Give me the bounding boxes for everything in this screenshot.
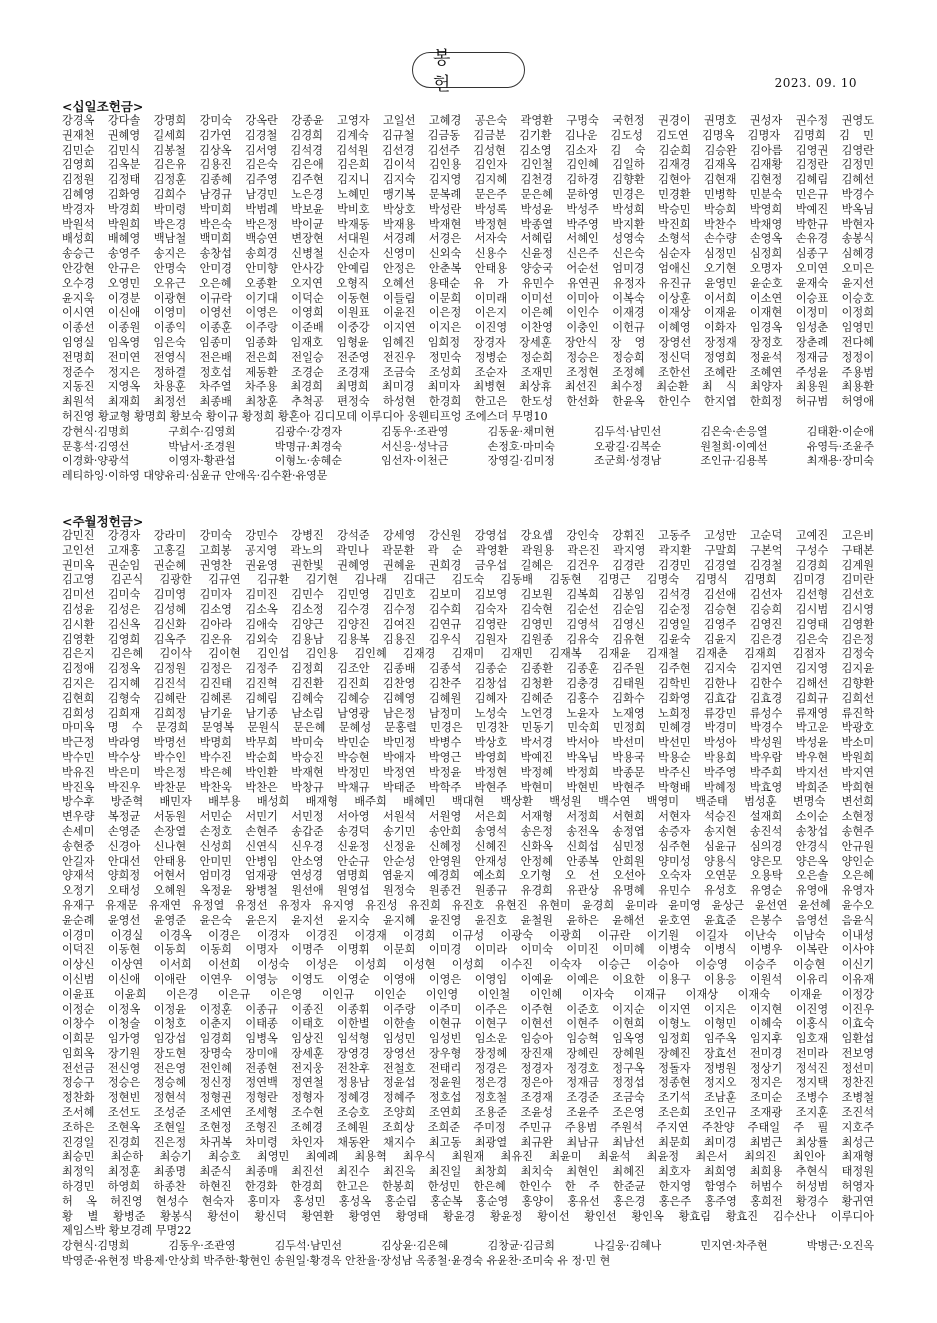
donor-line: 박영준·유현정 박용제·안상희 박주한·황현인 송원일·황경옥 안찬율·장성남 옥종철·윤경숙 유윤찬·조미숙 유 정·민 현 (62, 1254, 611, 1268)
donor-line: 이경화·양광석 이영자·황관섭 이형노·송혜순 임선자·이천근 장영길·김미정 조군희·성경남 조인규·김용복 최재용·장미숙 (62, 454, 874, 468)
name-line: 김고영 김곤식 김광한 김규연 김규환 김기현 김나래 김대근 김도숙 김동배 김동현 김명근 김명숙 김명식 김명희 김미경 김미란 (62, 573, 874, 587)
name-line: 권재천 권혜영 길세희 김가연 김경철 김경희 김계숙 김규철 김금동 김금분 김기환 김나운 김도성 김도연 김명옥 김명자 김명희 김 민 (62, 128, 874, 142)
name-line: 정찬화 정현빈 정현석 정형권 정형란 정형자 정혜경 정혜주 정호섭 정호철 조경재 조경준 조금숙 조기석 조남훈 조미순 조병수 조병철 (62, 1091, 874, 1105)
name-line: 정승구 정승은 정승혜 정신정 정연백 정연철 정용남 정윤섭 정윤원 정은경 정은아 정재금 정정섭 정종현 정지오 정지은 정지택 정찬진 (62, 1076, 874, 1090)
name-line: 최정익 최정훈 최종명 최준식 최종매 최진선 최진수 최진욱 최진일 최창희 최치숙 최현인 최혜진 최호자 최희영 최희용 추현식 태정원 (62, 1165, 874, 1179)
name-line: 이상신 이상연 이서희 이선희 이성숙 이성은 이성희 이성현 이성희 이수진 이숙자 이승근 이승아 이승영 이승주 이승현 이신기 (62, 958, 874, 972)
name-line: 김미선 김미숙 김미영 김미자 김미진 김민수 김민영 김민호 김보미 김보영 김보원 김복희 김봉임 김석경 김선애 김선자 김선형 김선호 (62, 588, 874, 602)
name-line: 오수경 오영민 오유근 오은혜 오종환 오지연 오형직 오혜선 용태순 유 가 유민수 유연권 유정자 유진규 윤영민 윤순호 윤재숙 윤지선 (62, 276, 874, 290)
name-line: 변우량 복정균 서동원 서민순 서민기 서민정 서아영 서원석 서원영 서은희 서재형 서정희 서현희 서현자 석승진 설재희 소이순 소현정 (62, 810, 874, 824)
name-line: 윤순례 윤영선 윤영준 윤은숙 윤은지 윤지선 윤지숙 윤지혜 윤진영 윤진호 윤철원 윤하은 윤해선 윤호연 윤효준 은봉수 음영선 음윤식 (62, 913, 874, 927)
name-line: 이신범 이신애 이애란 이연우 이영능 이영도 이영순 이영애 이영은 이영임 이예윤 이예은 이요한 이용구 이용응 이원석 이유리 이유재 (62, 972, 874, 986)
name-line: 박근정 박라영 박명선 박명희 박무희 박미숙 박민순 박민정 박병수 박상호 박서경 박서아 박선미 박선민 박성아 박성원 박성윤 박소미 (62, 736, 874, 750)
tithe-heading: <십일조헌금> (62, 99, 144, 114)
name-line: 임영실 임옥영 임은숙 임종미 임종화 임재호 임형윤 임혜진 임희정 장경자 장세훈 장안식 장 영 장영선 장정재 장정호 장춘례 전다혜 (62, 335, 874, 349)
name-line: 김정원 김정태 김정훈 김종혜 김주영 김주현 김지니 김지숙 김지영 김지혜 김천경 김하경 김향환 김현아 김현재 김현정 김혜림 김혜선 (62, 173, 874, 187)
name-line: 조서혜 조선도 조성준 조세연 조세형 조수현 조승호 조양희 조연희 조용준 조윤성 조윤주 조은영 조은희 조인규 조재광 조지훈 조진석 (62, 1106, 874, 1120)
name-line: 안강현 안규은 안명숙 안미경 안미향 안사강 안예림 안정은 안춘복 안태용 양숭국 어순선 엄미경 엄애신 오기현 오명자 오미연 오미은 (62, 261, 874, 275)
name-line: 임희옥 장기원 장도현 장명숙 장미애 장세훈 장영경 장영선 장우형 장정혜 장진재 장혜린 장혜원 장혜진 장효선 전미경 전미라 전보영 (62, 1046, 874, 1060)
name-line: 박유진 박은미 박은정 박은혜 박인환 박재현 박정민 박정연 박정윤 박정현 박정혜 박정희 박종문 박주신 박주영 박주희 박지선 박지연 (62, 765, 874, 779)
name-line: 허진영 황교형 황명희 황보숙 황이규 황정희 황혼아 김디모데 이루디아 웅웬티프엉 조에스더 무명10 (62, 409, 548, 423)
name-line: 김영환 김영희 김옥주 김온유 김외숙 김용남 김용복 김용진 김우식 김원자 김원종 김유숙 김유현 김윤숙 김윤지 김은경 김은숙 김은정 (62, 632, 874, 646)
name-line: 황 별 황병준 황봉식 황선이 황신덕 황연환 황영연 황영태 황윤경 황윤정 황이선 황인선 황인옥 황효림 황효진 김수산나 이루디아 (62, 1209, 874, 1223)
name-line: 마미옥 명 수 문경희 문영복 문원식 문은혜 문혜성 문홍렬 민경은 민경찬 민동기 민숙희 민정희 민혜경 박경미 박경수 박고운 박광호 (62, 721, 874, 735)
name-line: 진경일 진경희 진은정 차귀복 차미령 차인자 채동완 채지수 최고동 최광열 최규완 최남규 최남선 최문희 최미경 최범근 최상률 최성근 (62, 1135, 874, 1149)
name-line: 권미옥 권순임 권순혜 권영찬 권윤영 권한빛 권혜영 권혜윤 권희경 금우섭 길혜은 김건우 김경란 김경민 김경열 김경철 김경희 김계원 (62, 558, 874, 572)
name-line: 오정기 오태성 오혜원 옥정윤 왕병철 원선애 원영섭 원정숙 원종건 원종규 유경희 유관상 유명혜 유민수 유성호 유영순 유영애 유영자 (62, 884, 874, 898)
name-line: 조하은 조현옥 조현일 조현정 조형진 조혜경 조혜원 조희상 조희준 주미정 주민규 주용범 주원석 주지연 주찬양 주태일 주 필 지호주 (62, 1120, 874, 1134)
monthly-section (62, 515, 874, 1269)
name-line: 김성윤 김성은 김성혜 김소영 김소옥 김소정 김수경 김수정 김수희 김숙자 김숙현 김순선 김순임 김순정 김승현 김승희 김시범 김시영 (62, 602, 874, 616)
name-line: 송승근 송영주 송지은 송창섭 송희경 신병철 신순자 신영미 신외숙 신용수 신윤정 신은주 신은숙 심순자 심정민 심정희 심종구 심혜경 (62, 247, 874, 261)
name-line: 배성희 배혜영 백남철 백미희 백승연 변장현 서대원 서경례 서경은 서자숙 서혜림 서혜인 성영숙 소형석 손수량 손영옥 손유경 송봉식 (62, 232, 874, 246)
name-line: 이윤표 이윤희 이은경 이은규 이은영 이인규 이인순 이인영 이인철 이인혜 이자숙 이재규 이재상 이재숙 이재윤 이정강 (62, 987, 874, 1001)
name-line: 송현중 신경아 신나현 신성희 신연식 신우경 신윤정 신정윤 신혜정 신혜진 신화옥 신희섭 심민정 심주현 심윤규 심의경 안경식 안규원 (62, 839, 874, 853)
name-line: 안길자 안대선 안태용 안미민 안병임 안소영 안순규 안순성 안영원 안재성 안정혜 안종복 안희원 양미성 양용식 양은모 양은옥 양인순 (62, 854, 874, 868)
name-line: 유재구 유재문 유재연 유정열 유정선 유정자 유지영 유진성 유진희 유진호 유현진 유현미 윤경희 윤미라 윤미영 윤상근 윤선연 윤선혜 윤수오 (62, 898, 874, 912)
name-line: 김희성 김희재 김희정 남기윤 남기종 남소림 남영광 남은정 남정미 노성숙 노언경 노윤자 노재영 노희정 류강민 류성수 류재영 류진학 (62, 706, 874, 720)
name-line: 윤지욱 이경분 이광현 이규락 이기대 이덕순 이동현 이들림 이문희 이미래 이미선 이미아 이복숙 이상훈 이서희 이소연 이승표 이승호 (62, 291, 874, 305)
name-line: 이시연 이신애 이영미 이영선 이영은 이영희 이원표 이윤진 이은정 이은지 이은혜 이인수 이재경 이재상 이재윤 이재현 이정미 이정희 (62, 306, 874, 320)
name-line: 이희문 임가영 임강섭 임경희 임병옥 임상진 임석형 임성민 임성빈 임소운 임승아 임승혁 임옥영 임정희 임주옥 임지후 임호재 임환섭 (62, 1032, 874, 1046)
name-line: 손세미 손영준 손장열 손정호 손현주 송갑준 송경덕 송기민 송안희 송영석 송은정 송전옥 송정엽 송증자 송지현 송진석 송창섭 송현주 (62, 824, 874, 838)
page-title: 봉 헌 (412, 52, 525, 88)
name-line: 하경민 하영희 하종찬 하현진 한경화 한경희 한고은 한봉희 한성민 한은혜 한인수 한 주 한준균 한지영 함영수 허범수 허성범 허영자 (62, 1180, 874, 1194)
name-line: 박원석 박원희 박은경 박은숙 박은정 박이균 박재동 박재용 박재현 박정현 박종열 박주영 박지환 박진희 박찬수 박채영 박한규 박현자 (62, 217, 874, 231)
donor-line: 강현식·김명희 구희수·김영희 김광수·강경자 김동우·조관영 김동윤·채미현 김두석·남민선 김은숙·손응열 김태환·이순애 (62, 424, 874, 438)
name-line: 박수민 박수상 박수인 박수진 박순희 박승진 박승현 박애자 박영근 박영희 박예진 박옥님 박용국 박용순 박용희 박우람 박우현 박원희 (62, 750, 874, 764)
name-line: 박진옥 박진우 박찬문 박찬욱 박찬은 박창규 박채규 박태준 박학주 박현주 박현미 박현빈 박현주 박형배 박혜정 박효영 박희준 박희현 (62, 780, 874, 794)
name-line: 전명희 전미연 전영식 전은배 전은희 전일승 전준영 전진우 정민숙 정병순 정순희 정승은 정승희 정신덕 정영희 정윤석 정재금 정정이 (62, 350, 874, 364)
name-line: 최원석 최재희 최정선 최종배 최창훈 추척공 편정숙 하성현 한경희 한고은 한도성 한선화 한윤옥 한인수 한지엽 한희정 허규범 허영애 (62, 395, 874, 409)
monthly-donor-list (62, 1239, 874, 1269)
name-line: 김지은 김지혜 김진석 김진태 김진혁 김진환 김진희 김찬영 김찬주 김창섭 김청환 김충경 김태원 김학빈 김한나 김한수 김해선 김향환 (62, 676, 874, 690)
name-line: 양재석 양희정 어현서 엄미경 엄재광 연성경 염명희 염윤지 예경희 예소희 오기형 오 선 오선아 오숙자 오연문 오용탁 오은솔 오은혜 (62, 869, 874, 883)
name-line: 허 옥 허진영 현성수 현숙자 홍미자 홍성민 홍성옥 홍순림 홍순복 홍순영 홍양이 홍유선 홍은경 홍은주 홍주영 홍희전 황경수 황귀연 (62, 1194, 874, 1208)
name-line: 김은지 김은혜 김이삭 김이현 김인섭 김인용 김인혜 김재경 김재미 김재민 김재복 김재윤 김재철 김재춘 김재희 김점자 김정숙 (62, 647, 874, 661)
name-line: 지동진 지영옥 차용훈 차주열 차주용 최경희 최명희 최미경 최미자 최병현 최상휴 최선진 최수정 최순환 최 식 최양자 최용원 최용환 (62, 380, 874, 394)
name-line: 김민순 김민식 김봉철 김상옥 김서영 김석경 김석원 김선경 김선주 김성현 김소영 김소자 김 숙 김순희 김승완 김아름 김영권 김영란 (62, 143, 874, 157)
name-line: 이덕진 이동현 이동희 이동희 이명자 이명주 이명휘 이문희 이미경 이미라 이미숙 이미진 이미혜 이병숙 이병식 이병우 이복란 이사야 (62, 943, 874, 957)
name-line: 김영희 김옥분 김은유 김용진 김은숙 김은애 김은희 김이석 김인용 김인자 김인철 김인혜 김일하 김재경 김재옥 김재황 김정란 김정민 (62, 158, 874, 172)
name-line: 강경옥 강다솔 강명희 강미숙 강옥란 강종윤 고영자 고일선 고혜경 공은숙 곽영환 구명숙 국헌정 권경이 권명호 권성자 권수정 권영도 (62, 114, 874, 127)
tithe-name-list (62, 114, 874, 425)
service-date: 2023. 09. 10 (774, 76, 857, 90)
name-line: 감민진 강경자 강라미 강미숙 강민수 강병진 강석준 강세영 강신원 강영섭 강요셉 강인숙 강휘진 고동주 고성만 고순덕 고예진 고은비 (62, 529, 874, 542)
name-line: 전선금 전신영 전은영 전인혜 전종현 전지웅 전찬후 전철호 전태리 정경은 정경자 정경호 정구옥 정돌자 정병원 정상기 정석진 정선미 (62, 1061, 874, 1075)
name-line: 김정애 김정옥 김정원 김정은 김정주 김정희 김조안 김종배 김종석 김종순 김종환 김종훈 김주원 김주현 김지숙 김지연 김지영 김지윤 (62, 662, 874, 676)
name-line: 김현희 김형숙 김혜란 김혜론 김혜림 김혜숙 김혜승 김혜영 김혜원 김혜자 김혜준 김홍수 김화수 김화영 김효갑 김효경 김희규 김희선 (62, 691, 874, 705)
name-line: 이정순 이정옥 이정윤 이정훈 이종규 이종진 이종휘 이주랑 이주미 이주은 이주현 이준호 이지순 이지연 이지은 이지현 이진영 이진우 (62, 1002, 874, 1016)
name-line: 이종선 이종원 이종익 이종훈 이주랑 이준배 이중강 이지연 이지은 이진영 이찬영 이충인 이헌규 이혜영 이화자 임경옥 임성춘 임영민 (62, 321, 874, 335)
donor-line: 문홍석·김영선 박남서·조경원 박명규·최경숙 서신응·성낙금 손정호·마미숙 오광길·김복순 원철희·이예선 유영득·조윤주 (62, 439, 874, 453)
name-line: 이경미 이경실 이경옥 이경은 이경자 이경진 이경재 이경희 이규성 이광숙 이광희 이규란 이기원 이길자 이난숙 이남숙 이내성 (62, 928, 874, 942)
name-line: 정준수 정지은 정하결 정호섭 제동환 조경순 조경재 조금숙 조성희 조순자 조재민 조정현 조정혜 조한선 조혜란 조혜연 주성윤 주용범 (62, 365, 874, 379)
tithe-donor-list (62, 425, 874, 484)
name-line: 박경자 박경희 박미령 박미희 박범례 박보윤 박비호 박상호 박성란 박성록 박성윤 박성주 박성희 박승민 박승희 박영희 박예진 박옥님 (62, 202, 874, 216)
monthly-heading: <주월정헌금> (62, 514, 144, 529)
name-line: 최승민 최순하 최승기 최승호 최영민 최예례 최용혁 최우식 최원재 최유진 최윤미 최윤석 최윤정 최은서 최의진 최인아 최재형 (62, 1150, 874, 1164)
donor-line: 레티하잉·이하영 대양유리·심윤규 안애옥·김수환·유영문 (62, 469, 328, 483)
name-line: 김시환 김신옥 김신화 김아라 김애숙 김양근 김양진 김여진 김연규 김영란 김영민 김영석 김영신 김영일 김영주 김영진 김영태 김영환 (62, 617, 874, 631)
name-line: 방수후 방준혁 배민자 배부용 배성희 배재형 배주희 배혜민 백대현 백상환 백성원 백수연 백영미 백준태 범성훈 변명숙 변선희 (62, 795, 874, 809)
monthly-name-list (62, 529, 874, 1239)
name-line: 고인선 고재홍 고홍길 고희봉 공지영 곽노의 곽민나 곽문환 곽 순 곽영환 곽원용 곽은진 곽지영 곽지환 구말희 구본억 구성수 구태본 (62, 543, 874, 557)
donor-line: 강현식·김명희 김동우·조관영 김두석·남민선 김상윤·김은혜 김창균·김금희 나길웅·김혜나 민지연·차주현 박병근·오진옥 (62, 1239, 874, 1253)
name-line: 이창수 이청술 이청호 이춘지 이태종 이태호 이한별 이한솔 이현규 이현구 이현선 이현주 이현희 이형노 이형민 이혜숙 이홍식 이효숙 (62, 1017, 874, 1031)
name-line: 김혜영 김화영 김희수 남경규 남경민 노은경 노혜민 맹기복 문복례 문은주 문은혜 문하영 민경은 민경환 민병학 민분숙 민은규 박경수 (62, 187, 874, 201)
tithe-section (62, 100, 874, 484)
name-line: 제임스박 황보경례 무명22 (62, 1224, 192, 1238)
